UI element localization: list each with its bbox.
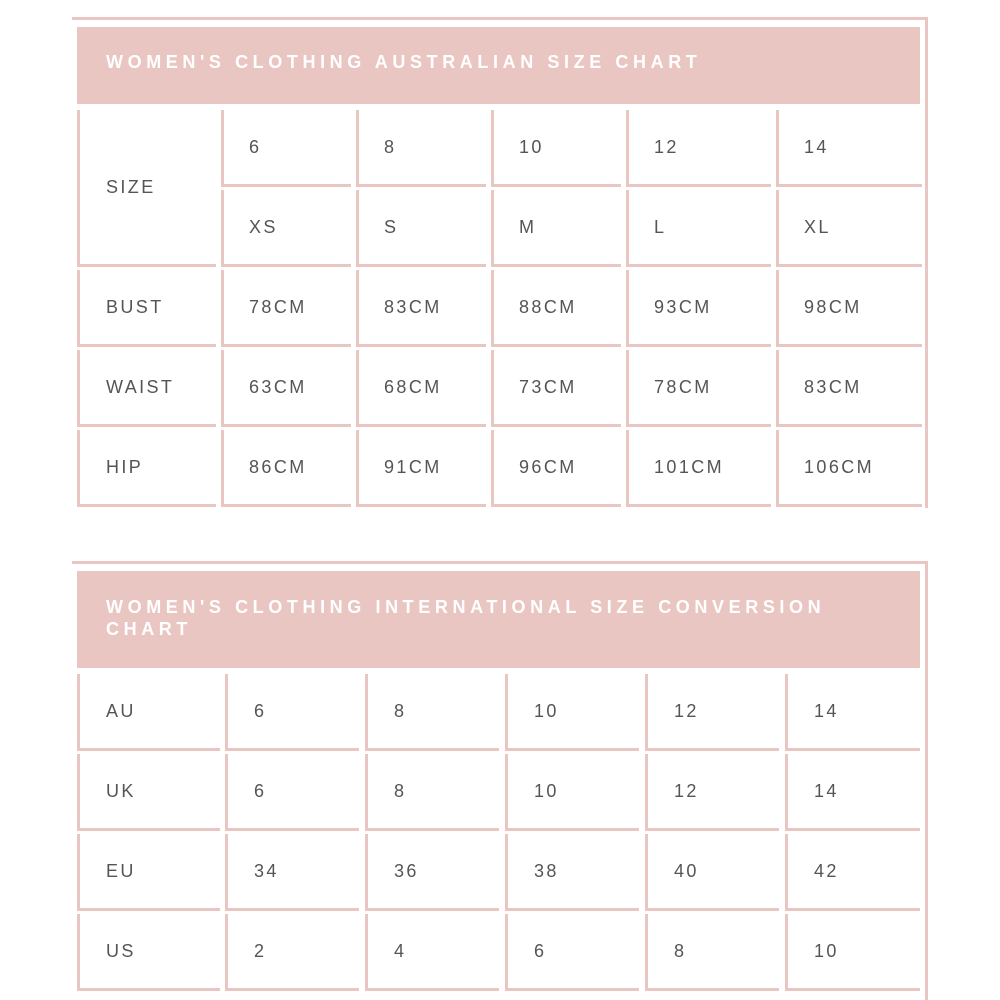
measure-cell: 86CM xyxy=(221,430,351,507)
measure-cell: 88CM xyxy=(491,270,621,347)
conversion-cell: 8 xyxy=(365,754,499,831)
conversion-cell: 12 xyxy=(645,674,779,751)
conversion-cell: 10 xyxy=(505,754,639,831)
size-letter-cell: L xyxy=(626,190,771,267)
conversion-cell: 38 xyxy=(505,834,639,911)
australian-size-chart xyxy=(72,17,928,508)
conversion-cell: 34 xyxy=(225,834,359,911)
size-numeric-cell: 10 xyxy=(491,110,621,187)
size-numeric-cell: 14 xyxy=(776,110,922,187)
measure-cell: 98CM xyxy=(776,270,922,347)
conversion-cell: 14 xyxy=(785,754,920,831)
conversion-cell: 6 xyxy=(225,674,359,751)
size-row-label: SIZE xyxy=(77,110,216,267)
size-numeric-cell: 6 xyxy=(221,110,351,187)
measure-cell: 91CM xyxy=(356,430,486,507)
conversion-cell: 40 xyxy=(645,834,779,911)
measure-cell: 83CM xyxy=(776,350,922,427)
size-numeric-cell: 12 xyxy=(626,110,771,187)
international-size-conversion-chart xyxy=(72,561,928,1000)
measure-cell: 83CM xyxy=(356,270,486,347)
conversion-cell: 14 xyxy=(785,674,920,751)
measure-cell: 63CM xyxy=(221,350,351,427)
measure-cell: 93CM xyxy=(626,270,771,347)
conversion-cell: 4 xyxy=(365,914,499,991)
measure-row-label: BUST xyxy=(77,270,216,347)
conversion-cell: 42 xyxy=(785,834,920,911)
size-numeric-cell: 8 xyxy=(356,110,486,187)
measure-row-label: WAIST xyxy=(77,350,216,427)
au-chart-title: WOMEN'S CLOTHING AUSTRALIAN SIZE CHART xyxy=(77,27,920,104)
conversion-cell: 36 xyxy=(365,834,499,911)
measure-cell: 106CM xyxy=(776,430,922,507)
region-row-label: AU xyxy=(77,674,220,751)
conversion-cell: 8 xyxy=(365,674,499,751)
size-letter-cell: XL xyxy=(776,190,922,267)
measure-cell: 73CM xyxy=(491,350,621,427)
conversion-cell: 10 xyxy=(505,674,639,751)
measure-cell: 78CM xyxy=(221,270,351,347)
conversion-cell: 8 xyxy=(645,914,779,991)
conversion-cell: 2 xyxy=(225,914,359,991)
conversion-cell: 12 xyxy=(645,754,779,831)
region-row-label: US xyxy=(77,914,220,991)
conversion-cell: 10 xyxy=(785,914,920,991)
region-row-label: EU xyxy=(77,834,220,911)
size-letter-cell: S xyxy=(356,190,486,267)
measure-cell: 101CM xyxy=(626,430,771,507)
measure-cell: 96CM xyxy=(491,430,621,507)
conversion-cell: 6 xyxy=(505,914,639,991)
measure-cell: 68CM xyxy=(356,350,486,427)
size-letter-cell: XS xyxy=(221,190,351,267)
intl-chart-title: WOMEN'S CLOTHING INTERNATIONAL SIZE CONVERSION CHART xyxy=(77,571,920,668)
region-row-label: UK xyxy=(77,754,220,831)
measure-row-label: HIP xyxy=(77,430,216,507)
size-letter-cell: M xyxy=(491,190,621,267)
measure-cell: 78CM xyxy=(626,350,771,427)
conversion-cell: 6 xyxy=(225,754,359,831)
